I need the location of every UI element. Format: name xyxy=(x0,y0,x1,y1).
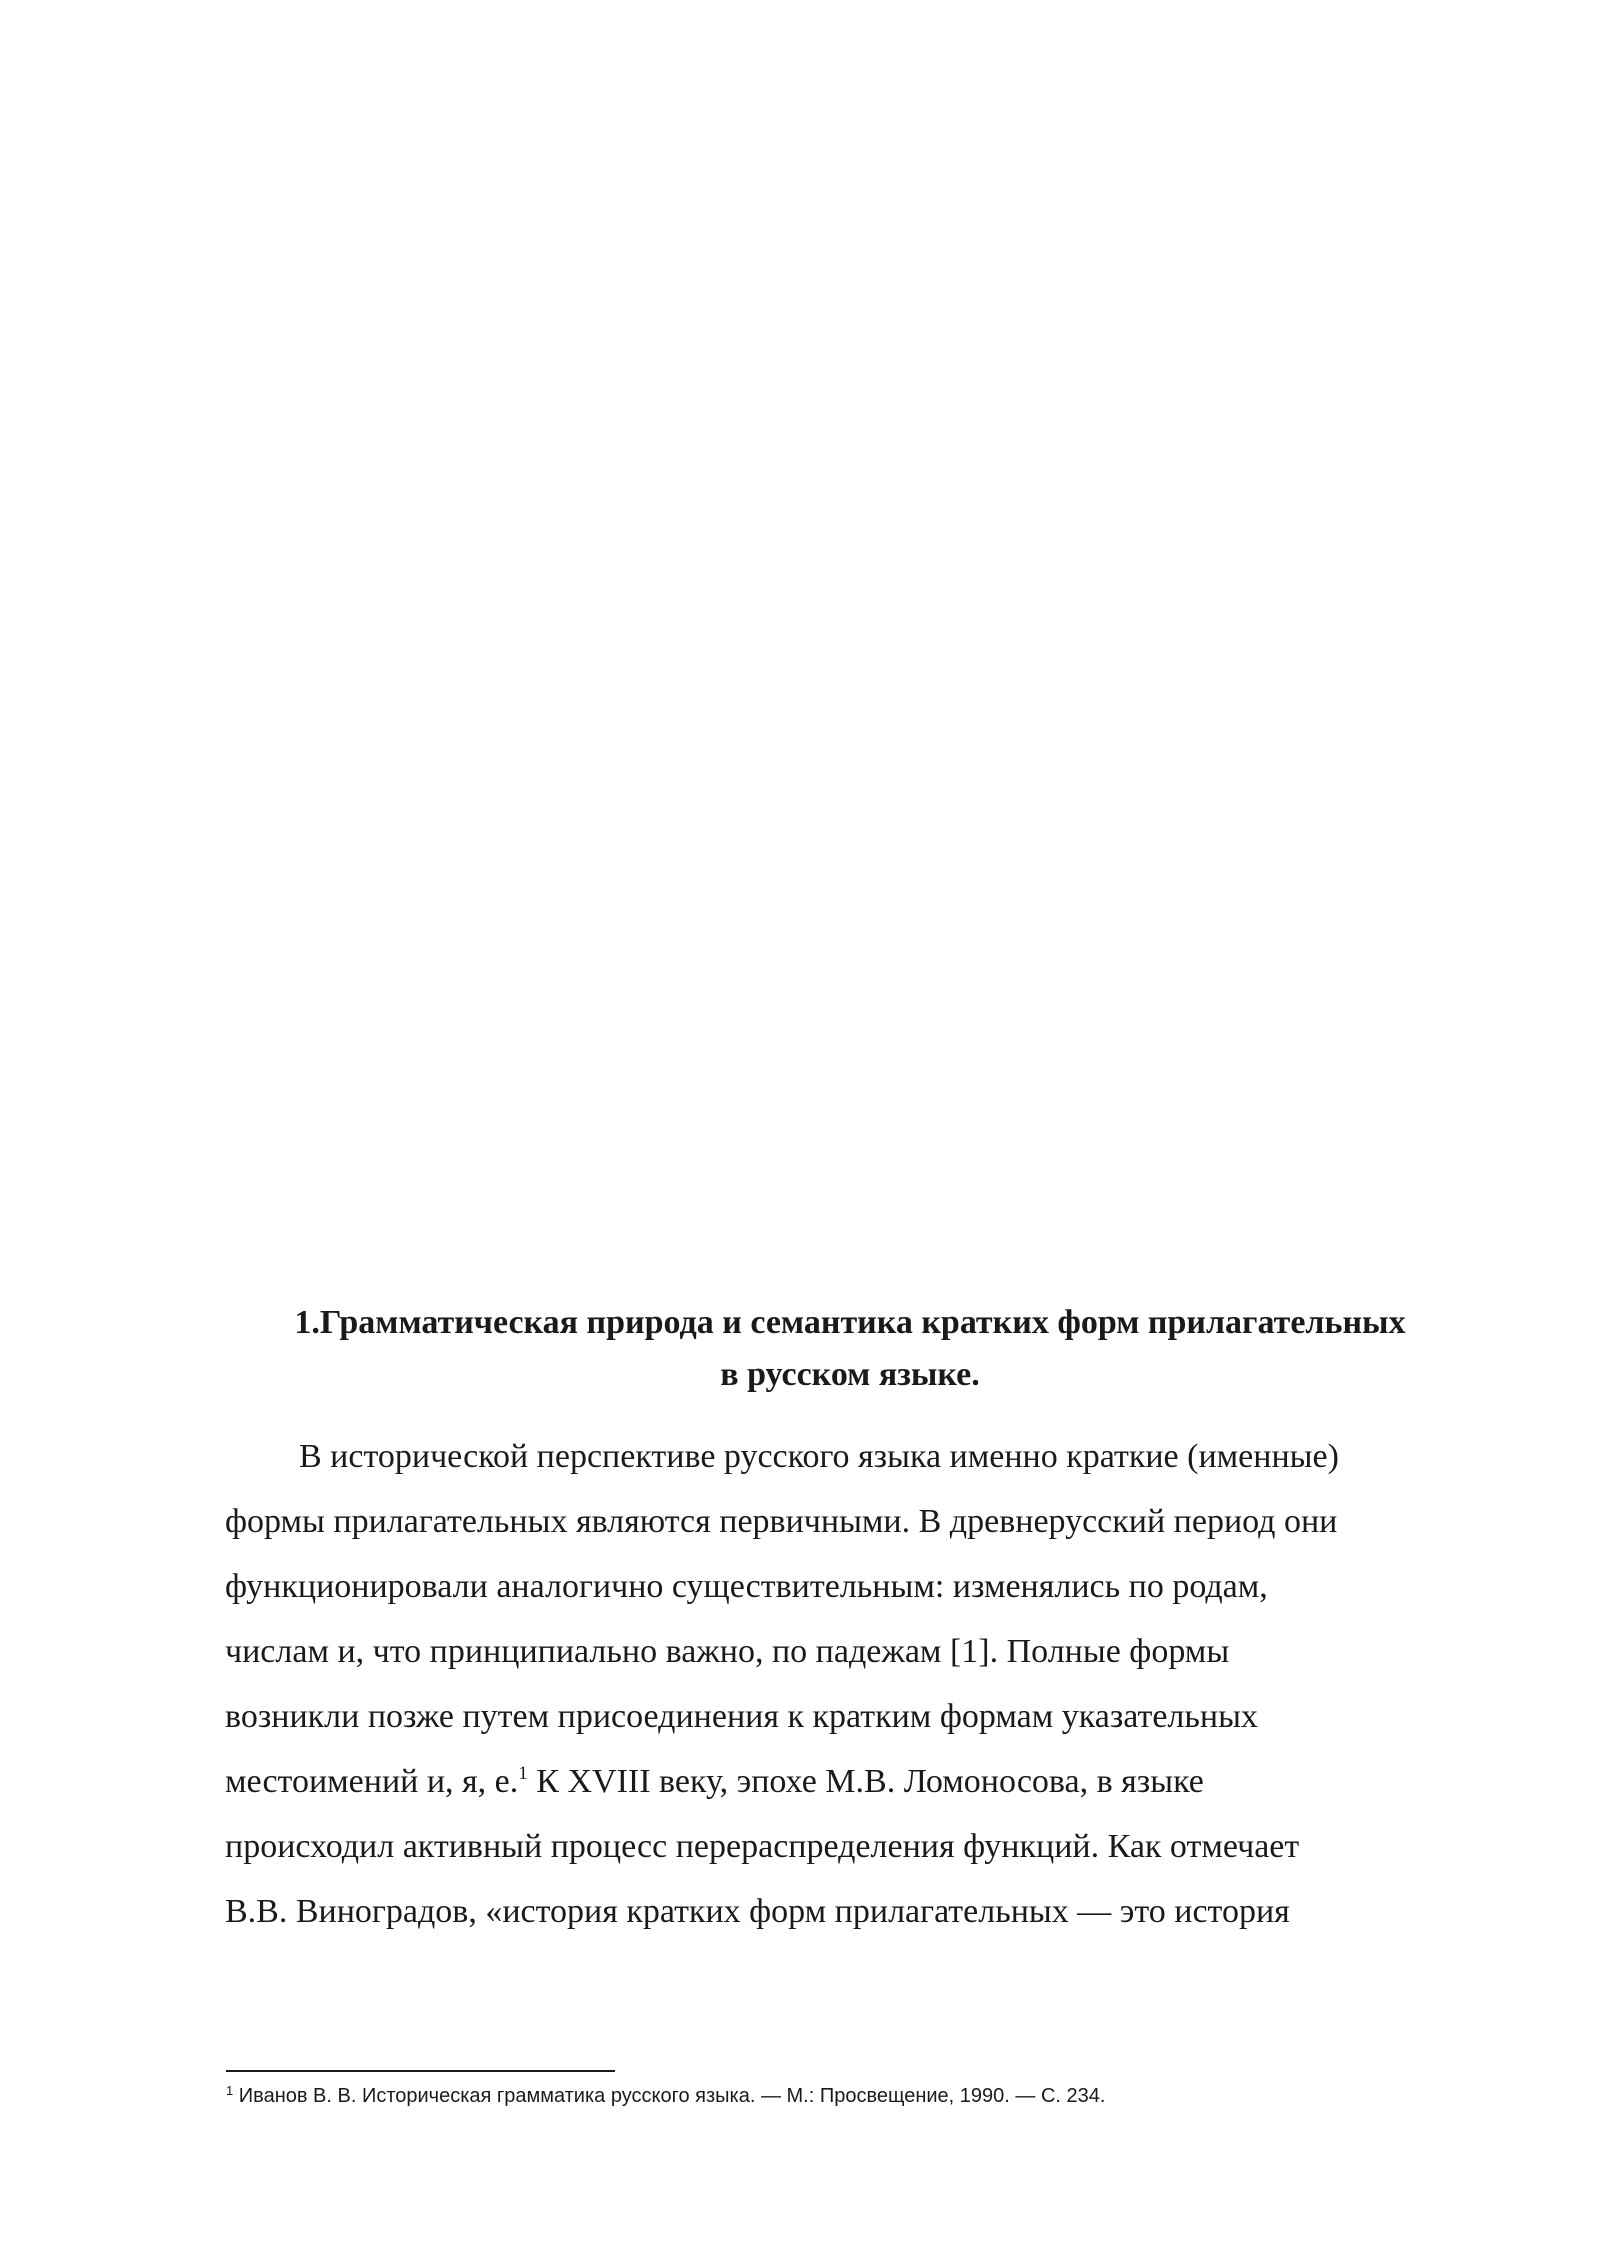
section-heading xyxy=(225,1297,1475,1401)
footnote-reference[interactable]: 1 xyxy=(518,1763,528,1784)
footnote-text: Иванов В. В. Историческая грамматика русского языка. — М.: Просвещение, 1990. — С. 234. xyxy=(233,2085,1106,2107)
paragraph-line: числам и, что принципиально важно, по падежам [1]. Полные формы xyxy=(225,1633,1230,1670)
paragraph-line: функционировали аналогично существительным: изменялись по родам, xyxy=(225,1568,1268,1605)
paragraph-line-start: местоимений и, я, е. xyxy=(225,1763,519,1800)
paragraph-line: В.В. Виноградов, «история кратких форм прилагательных — это история xyxy=(225,1893,1290,1930)
footnote-separator xyxy=(226,2070,615,2072)
paragraph-line: происходил активный процесс перераспределения функций. Как отмечает xyxy=(225,1828,1300,1865)
section-heading-line-2: в русском языке. xyxy=(720,1356,980,1393)
body-paragraph xyxy=(225,1424,1475,1944)
footnote xyxy=(226,2082,1476,2110)
footnote-mark: 1 xyxy=(226,2083,234,2098)
paragraph-line xyxy=(225,1749,1475,1814)
paragraph-line: возникли позже путем присоединения к кратким формам указательных xyxy=(225,1698,1258,1735)
paragraph-line-end: К XVIII веку, эпохе М.В. Ломоносова, в языке xyxy=(527,1763,1204,1800)
paragraph-line: формы прилагательных являются первичными. В древнерусский период они xyxy=(225,1503,1338,1540)
section-heading-line-1: 1.Грамматическая природа и семантика кратких форм прилагательных xyxy=(294,1304,1406,1341)
paragraph-line: В исторической перспективе русского языка именно краткие (именные) xyxy=(299,1438,1339,1475)
